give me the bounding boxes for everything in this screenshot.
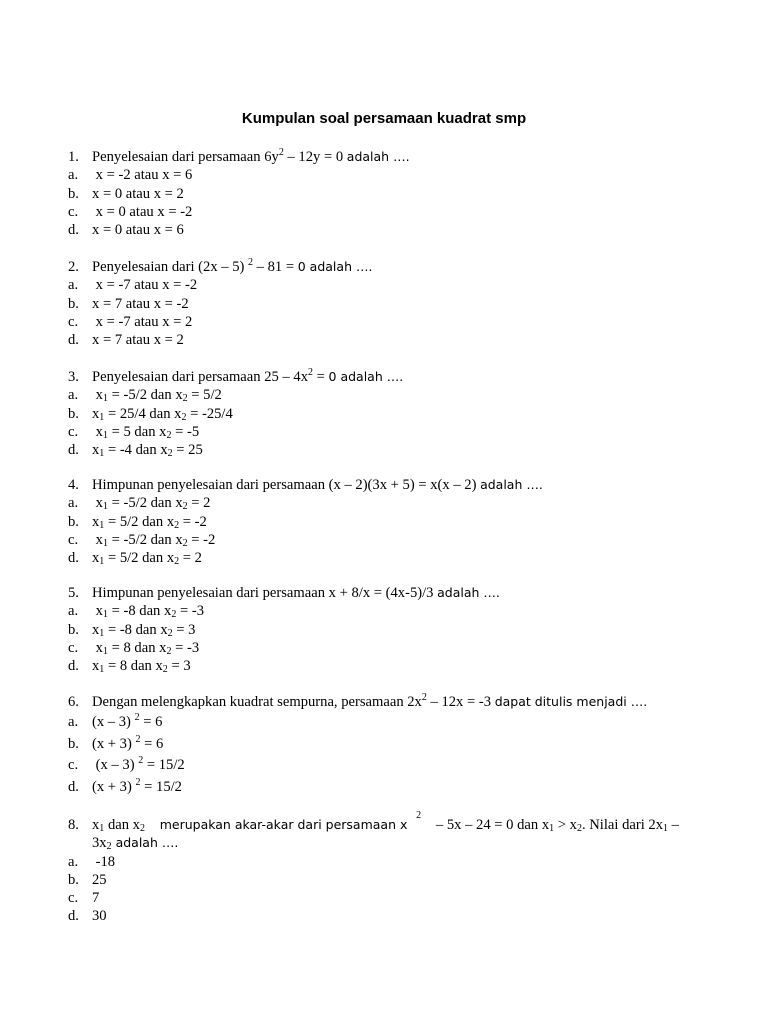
subscript: 2 — [171, 609, 177, 621]
option-d — [68, 907, 688, 925]
question-number: 2. — [68, 259, 79, 275]
option-text: x — [92, 639, 103, 656]
question-1-stem — [68, 148, 688, 166]
question-8-stem-line-1 — [68, 810, 688, 834]
subscript: 2 — [139, 823, 145, 834]
option-text: x — [92, 621, 100, 638]
option-text: = 25 — [172, 442, 203, 459]
option-d — [68, 441, 688, 459]
option-text: x — [92, 495, 103, 512]
subscript: 2 — [576, 823, 582, 834]
option-letter: b. — [68, 295, 79, 312]
question-number: 6. — [68, 694, 79, 710]
option-text: x — [92, 513, 100, 530]
option-text: = 8 dan x — [104, 658, 163, 675]
subscript: 2 — [174, 519, 180, 531]
subscript: 1 — [99, 823, 105, 834]
superscript: 2 — [134, 712, 140, 724]
option-text: = -5/2 dan x — [107, 495, 183, 512]
option-letter: c. — [68, 423, 79, 440]
option-text: x — [92, 603, 103, 620]
option-letter: c. — [68, 757, 79, 774]
option-letter: b. — [68, 871, 79, 888]
option-letter: c. — [68, 639, 79, 656]
question-text: Dengan melengkapkan kuadrat sempurna, persamaan 2x — [92, 694, 422, 710]
option-letter: d. — [68, 550, 79, 567]
question-text: – 12x = -3 — [426, 694, 495, 710]
subscript: 1 — [99, 411, 105, 423]
subscript: 1 — [102, 393, 108, 405]
option-c — [68, 754, 688, 776]
question-text: merupakan akar-akar dari persamaan x — [159, 817, 408, 832]
option-b — [68, 733, 688, 755]
option-text: (x – 3) — [92, 714, 135, 731]
option-text: -18 — [92, 853, 116, 870]
option-a — [68, 853, 688, 871]
option-letter: a. — [68, 495, 79, 512]
option-c — [68, 639, 688, 657]
option-letter: a. — [68, 387, 79, 404]
option-c — [68, 423, 688, 441]
question-4 — [68, 476, 688, 567]
option-text: = 8 dan x — [107, 639, 167, 656]
option-text: x = -7 atau x = -2 — [92, 277, 198, 294]
option-a — [68, 711, 688, 733]
question-8 — [68, 810, 688, 926]
option-text: x = 0 atau x = -2 — [92, 203, 193, 220]
option-text: 30 — [92, 908, 107, 925]
option-text: = 2 — [179, 550, 202, 567]
option-text: = -8 dan x — [104, 621, 168, 638]
subscript: 2 — [162, 664, 168, 676]
superscript: 2 — [135, 776, 141, 788]
subscript: 2 — [181, 411, 187, 423]
option-c — [68, 531, 688, 549]
option-text: = 2 — [187, 495, 211, 512]
question-text — [92, 816, 145, 834]
option-text: x = -7 atau x = 2 — [92, 313, 193, 330]
option-letter: a. — [68, 714, 79, 731]
question-6 — [68, 693, 688, 797]
subscript: 1 — [99, 556, 105, 568]
subscript: 1 — [99, 448, 105, 460]
superscript: 2 — [138, 755, 144, 767]
option-a — [68, 276, 688, 294]
option-letter: c. — [68, 203, 79, 220]
option-d — [68, 549, 688, 567]
option-text: = 15/2 — [140, 778, 182, 795]
question-number: 3. — [68, 369, 79, 385]
question-text: . Nilai dari 2x — [581, 817, 664, 833]
subscript: 2 — [166, 645, 172, 657]
option-letter: a. — [68, 277, 79, 294]
option-text: = -3 — [176, 603, 204, 620]
question-text: – — [668, 817, 679, 833]
option-letter: c. — [68, 313, 79, 330]
subscript: 1 — [102, 645, 108, 657]
option-text: = -5 — [171, 423, 200, 440]
question-text: Penyelesaian dari (2x – 5) — [92, 259, 249, 275]
option-text: 7 — [92, 890, 100, 907]
question-number: 1. — [68, 149, 79, 165]
option-letter: b. — [68, 621, 79, 638]
document-title: Kumpulan soal persamaan kuadrat smp — [241, 110, 527, 127]
question-number: 8. — [68, 817, 79, 833]
option-text: = 3 — [172, 621, 196, 638]
question-text: > x — [554, 817, 577, 833]
subscript: 1 — [99, 664, 105, 676]
question-6-stem — [68, 693, 688, 711]
superscript: 2 — [278, 147, 284, 158]
question-text: Penyelesaian dari persamaan 25 – 4x — [92, 369, 308, 385]
question-4-stem — [68, 476, 688, 494]
option-c — [68, 313, 688, 331]
option-text: = 5/2 dan x — [104, 513, 175, 530]
question-text: x — [92, 817, 100, 833]
superscript: 2 — [135, 733, 141, 745]
subscript: 1 — [99, 627, 105, 639]
subscript: 1 — [102, 429, 108, 441]
subscript: 2 — [166, 429, 172, 441]
option-text: = 5 dan x — [107, 423, 167, 440]
option-b — [68, 621, 688, 639]
option-text: = -25/4 — [186, 405, 233, 422]
subscript: 1 — [663, 823, 669, 834]
question-5 — [68, 584, 688, 675]
option-text: = -4 dan x — [104, 442, 168, 459]
question-text: – 12y = 0 — [283, 149, 347, 165]
question-text — [436, 816, 679, 834]
option-text: = 6 — [139, 714, 163, 731]
option-text: = -5/2 dan x — [107, 387, 183, 404]
option-text: 25 — [92, 871, 107, 888]
option-text: = 3 — [167, 658, 191, 675]
option-text: = 5/2 — [187, 387, 222, 404]
question-text: Himpunan penyelesaian dari persamaan (x – 2)(3x + 5) = x(x – 2) — [92, 477, 481, 493]
option-text: x = 7 atau x = -2 — [92, 295, 189, 312]
option-text: x — [92, 658, 100, 675]
question-text: Himpunan penyelesaian dari persamaan x + 8/x = (4x-5)/3 — [92, 585, 438, 601]
question-text: dapat ditulis menjadi …. — [494, 694, 648, 709]
option-text: x = 0 atau x = 6 — [92, 222, 184, 239]
question-1 — [68, 148, 688, 239]
option-letter: b. — [68, 405, 79, 422]
option-c — [68, 203, 688, 221]
option-a — [68, 494, 688, 512]
option-text: = -3 — [171, 639, 200, 656]
question-text: adalah …. — [111, 835, 179, 851]
question-text: – 81 = — [253, 259, 298, 275]
option-letter: d. — [68, 332, 79, 349]
option-a — [68, 386, 688, 404]
option-d — [68, 657, 688, 675]
option-text: = -2 — [187, 531, 216, 548]
option-d — [68, 331, 688, 349]
option-text: x — [92, 387, 103, 404]
option-d — [68, 221, 688, 239]
option-text: = -8 dan x — [107, 603, 172, 620]
option-c — [68, 889, 688, 907]
option-letter: a. — [68, 167, 79, 184]
option-text: x = -2 atau x = 6 — [92, 167, 193, 184]
question-2 — [68, 258, 688, 349]
option-b — [68, 871, 688, 889]
subscript: 2 — [167, 448, 173, 460]
question-text: dan x — [104, 817, 140, 833]
option-a — [68, 166, 688, 184]
question-8-stem-line-2 — [68, 834, 688, 852]
option-text: x = 0 atau x = 2 — [92, 185, 184, 202]
subscript: 2 — [167, 627, 173, 639]
subscript: 1 — [102, 501, 108, 513]
option-letter: d. — [68, 908, 79, 925]
superscript: 2 — [248, 257, 254, 268]
question-text: – 5x – 24 = 0 dan x — [435, 817, 550, 833]
question-number: 5. — [68, 585, 79, 601]
option-text: x — [92, 550, 100, 567]
option-text: = -2 — [179, 513, 207, 530]
option-text: x — [92, 405, 100, 422]
subscript: 1 — [99, 519, 105, 531]
question-number: 4. — [68, 477, 79, 493]
option-letter: d. — [68, 442, 79, 459]
option-letter: d. — [68, 658, 79, 675]
subscript: 1 — [102, 537, 108, 549]
question-text: = — [313, 369, 329, 385]
option-b — [68, 295, 688, 313]
option-text: = 5/2 dan x — [104, 550, 175, 567]
question-text: 3x — [92, 835, 107, 852]
option-text: = 6 — [140, 735, 164, 752]
option-letter: d. — [68, 222, 79, 239]
option-text: (x + 3) — [92, 735, 136, 752]
question-3 — [68, 368, 688, 459]
option-letter: a. — [68, 603, 79, 620]
superscript: 2 — [308, 367, 313, 378]
option-text: (x + 3) — [92, 778, 136, 795]
option-a — [68, 602, 688, 620]
option-letter: c. — [68, 890, 79, 907]
option-letter: a. — [68, 853, 79, 870]
option-text: x = 7 atau x = 2 — [92, 332, 184, 349]
question-text: Penyelesaian dari persamaan 6y — [92, 149, 279, 165]
option-letter: d. — [68, 778, 79, 795]
question-text: adalah …. — [346, 149, 410, 164]
subscript: 1 — [102, 609, 108, 621]
question-text: adalah …. — [480, 477, 543, 492]
question-text: adalah …. — [437, 585, 500, 600]
superscript: 2 — [416, 810, 422, 821]
question-3-stem — [68, 368, 688, 386]
option-text: x — [92, 531, 103, 548]
option-text: = -5/2 dan x — [107, 531, 183, 548]
option-text: = 15/2 — [143, 757, 185, 774]
option-letter: b. — [68, 735, 79, 752]
subscript: 2 — [182, 537, 188, 549]
option-text: x — [92, 423, 103, 440]
option-text: (x – 3) — [92, 757, 139, 774]
option-b — [68, 405, 688, 423]
option-text: = 25/4 dan x — [104, 405, 182, 422]
option-letter: c. — [68, 531, 79, 548]
option-letter: b. — [68, 513, 79, 530]
subscript: 1 — [549, 823, 555, 834]
option-d — [68, 776, 688, 798]
subscript: 2 — [182, 501, 188, 513]
question-5-stem — [68, 584, 688, 602]
superscript: 2 — [421, 692, 427, 703]
subscript: 2 — [174, 556, 180, 568]
option-text: x — [92, 442, 100, 459]
question-text: 0 adalah …. — [297, 259, 373, 274]
option-letter: b. — [68, 185, 79, 202]
option-b — [68, 513, 688, 531]
subscript: 2 — [182, 393, 188, 405]
subscript: 2 — [106, 841, 112, 853]
question-text: 0 adalah …. — [328, 369, 404, 384]
question-2-stem — [68, 258, 688, 276]
option-b — [68, 185, 688, 203]
